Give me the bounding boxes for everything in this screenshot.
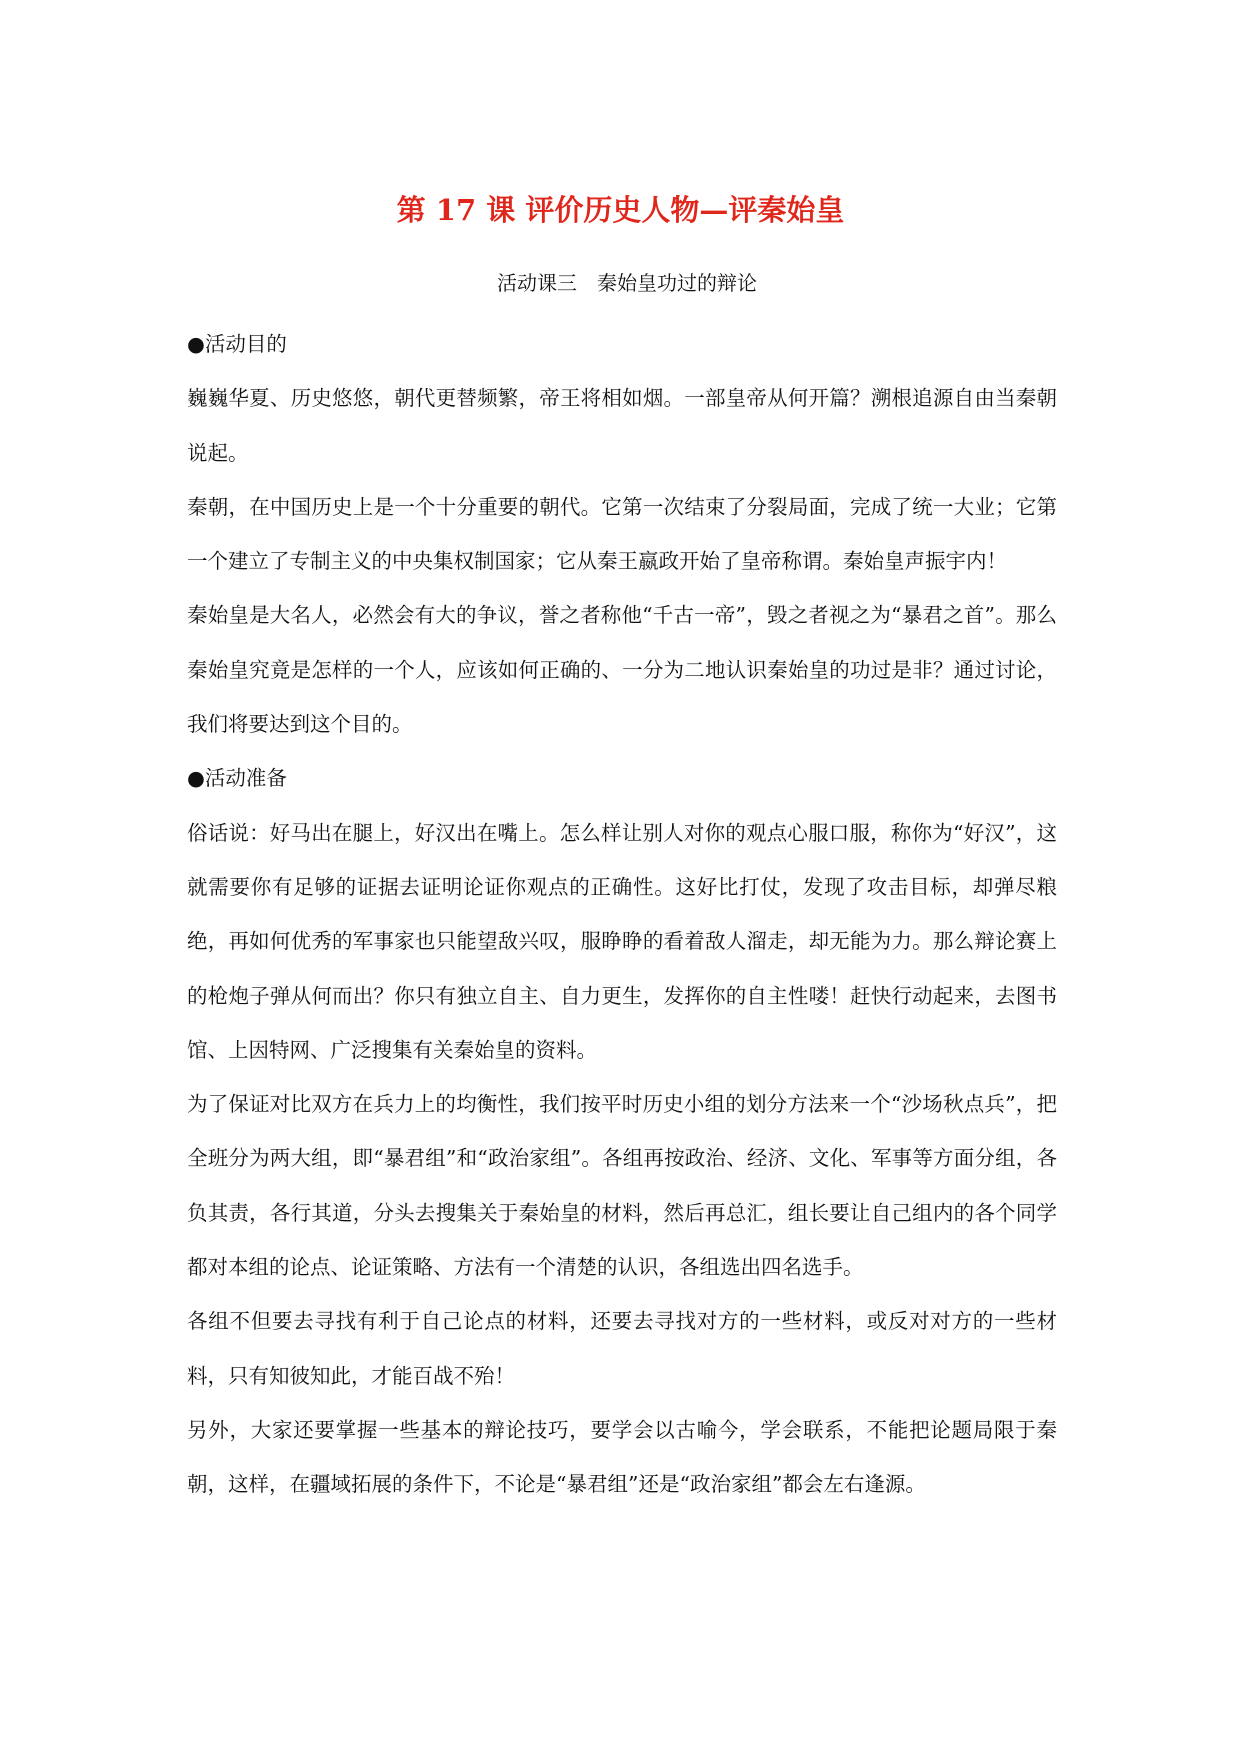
page-title: 第 17 课 评价历史人物—评秦始皇	[396, 193, 845, 227]
paragraph: 俗话说：好马出在腿上，好汉出在嘴上。怎么样让别人对你的观点心服口服，称你为“好汉”，这就需要你有足够的证据去证明论证你观点的正确性。这好比打仗，发现了攻击目标，却弹尽粮绝，再如何优秀的军事家也只能望敌兴叹，服睁睁的看着敌人溜走，却无能为力。那么辩论赛上的枪炮子弹从何而出？你只有独立自主、自力更生，发挥你的自主性喽！赶快行动起来，去图书馆、上因特网、广泛搜集有关秦始皇的资料。	[187, 820, 1057, 1062]
paragraph: 各组不但要去寻找有利于自己论点的材料，还要去寻找对方的一些材料，或反对对方的一些材料，只有知彼知此，才能百战不殆！	[187, 1309, 1057, 1388]
paragraph: 为了保证对比双方在兵力上的均衡性，我们按平时历史小组的划分方法来一个“沙场秋点兵”，把全班分为两大组，即“暴君组”和“政治家组”。各组再按政治、经济、文化、军事等方面分组，各负其责，各行其道，分头去搜集关于秦始皇的材料，然后再总汇，组长要让自己组内的各个同学都对本组的论点、论证策略、方法有一个清楚的认识，各组选出四名选手。	[187, 1092, 1057, 1280]
section-heading-purpose: ●活动目的	[187, 332, 287, 356]
paragraph: 秦朝，在中国历史上是一个十分重要的朝代。它第一次结束了分裂局面，完成了统一大业；它第一个建立了专制主义的中央集权制国家；它从秦王嬴政开始了皇帝称谓。秦始皇声振宇内！	[187, 494, 1057, 574]
paragraph: 秦始皇是大名人，必然会有大的争议，誉之者称他“千古一帝”，毁之者视之为“暴君之首”。那么秦始皇究竟是怎样的一个人，应该如何正确的、一分为二地认识秦始皇的功过是非？通过讨论，我们将要达到这个目的。	[187, 603, 1057, 737]
page-subtitle: 活动课三 秦始皇功过的辩论	[497, 271, 757, 295]
section-heading-preparation: ●活动准备	[187, 766, 287, 791]
paragraph: 另外，大家还要掌握一些基本的辩论技巧，要学会以古喻今，学会联系，不能把论题局限于秦朝，这样，在疆域拓展的条件下，不论是“暴君组”还是“政治家组”都会左右逢源。	[187, 1417, 1057, 1497]
document-body	[187, 317, 1057, 1512]
paragraph: 巍巍华夏、历史悠悠，朝代更替频繁，帝王将相如烟。一部皇帝从何开篇？溯根追源自由当秦朝说起。	[187, 386, 1057, 465]
